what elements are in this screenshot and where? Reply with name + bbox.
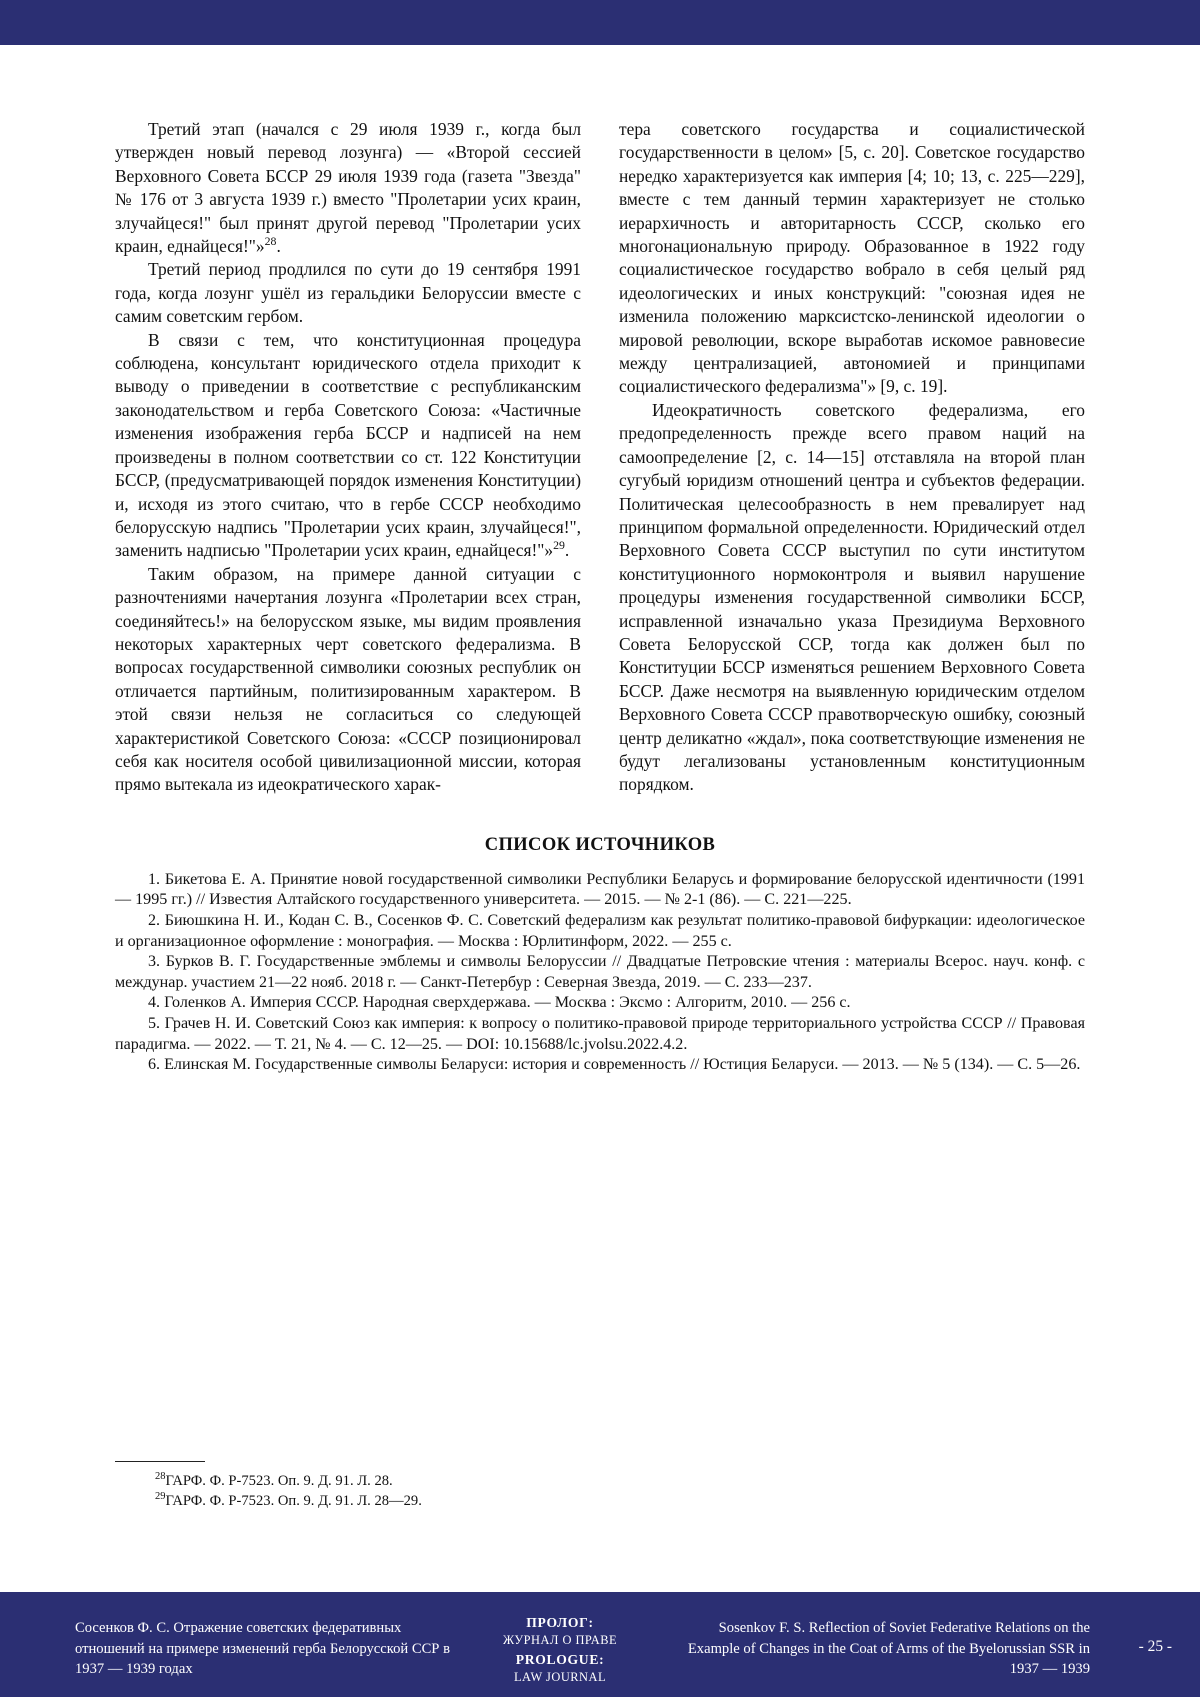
page-number: - 25 - bbox=[1138, 1638, 1172, 1655]
paragraph: Таким образом, на примере данной ситуации с разночтениями начертания лозунга «Пролетарии всех стран, соединяйтесь!» на белорусском языке, мы видим проявления некоторых характерных черт советского федерализма. В вопросах государственной символики союзных республик он отличается партийным, политизированным характером. В этой связи нельзя не согласиться со следующей характеристикой Советского Союза: «СССР позиционировал себя как носителя особой цивилизационной миссии, которая прямо вытекала из идеократического харак- bbox=[115, 563, 581, 795]
journal-subtitle-ru: ЖУРНАЛ О ПРАВЕ bbox=[502, 1633, 618, 1648]
right-column bbox=[619, 118, 1085, 797]
reference-item: 3. Бурков В. Г. Государственные эмблемы и символы Белоруссии // Двадцатые Петровские чтения : материалы Всерос. науч. конф. с междунар. участием 21—22 нояб. 2018 г. — Санкт-Петербур : Северная Звезда, 2019. — С. 233—237. bbox=[115, 953, 1085, 991]
paragraph: Идеократичность советского федерализма, его предопределенность прежде всего правом наций на самоопределение [2, с. 14—15] отставляла на второй план сугубый юридизм отношений центра и субъектов федерации. Политическая целесообразность в нем превалирует над принципом формальной определенности. Юридический отдел Верховного Совета СССР выступил по сути институтом конституционного нормоконтроля и выявил нарушение процедуры изменения государственной символики БССР, исправленной изначально указа Президиума Верховного Совета Белорусской ССР, тогда как должен был по Конституции БССР изменяться решением Верховного Совета БССР. Даже несмотря на выявленную юридическим отделом Верховного Совета СССР правотворческую ошибку, союзный центр деликатно «ждал», пока соответствующие изменения не будут легализованы установленным конституционным порядком. bbox=[619, 399, 1085, 795]
footnote-item bbox=[155, 1472, 1085, 1492]
footer-article-title-ru: Сосенков Ф. С. Отражение советских федеративных отношений на примере изменений герба Белорусской ССР в 1937 — 1939 годах bbox=[75, 1620, 450, 1678]
journal-name-en: PROLOGUE: bbox=[515, 1652, 605, 1668]
footnote-ref-28[interactable]: 28 bbox=[264, 234, 277, 249]
paragraph: Третий этап (начался с 29 июля 1939 г., когда был утвержден новый перевод лозунга) — «Второй сессией Верховного Совета БССР 29 июля 1939 года (газета "Звезда" № 176 от 3 августа 1939 г.) вместо "Пролетарии усих краин, злучайцеся!" был принят другой перевод "Пролетарии усих краин, еднайцеся!"»$^{28}$. bbox=[115, 119, 581, 257]
footnote-ref-29[interactable]: 29 bbox=[553, 538, 565, 553]
page-footer bbox=[0, 1592, 1200, 1697]
paragraph: Третий период продлился по сути до 19 сентября 1991 года, когда лозунг ушёл из геральдики Белоруссии вместе с самим советским гербом. bbox=[115, 259, 581, 327]
footnote-mark: 28 bbox=[155, 1471, 166, 1483]
journal-name-ru: ПРОЛОГ: bbox=[526, 1615, 594, 1630]
reference-item: 4. Голенков А. Империя СССР. Народная сверхдержава. — Москва : Эксмо : Алгоритм, 2010. — 256 с. bbox=[148, 994, 851, 1012]
footer-article-title-en: Sosenkov F. S. Reflection of Soviet Federative Relations on the Example of Changes in the Coat of Arms of the Byelorussian SSR in 1937 — 1939 bbox=[687, 1620, 1090, 1678]
two-column-body bbox=[115, 118, 1085, 797]
paragraph-text: Третий этап (начался с 29 июля 1939 г., когда был утвержден новый перевод лозунга) — «Второй сессией Верховного Совета БССР 29 июля 1939 года (газета "Звезда" № 176 от 3 августа 1939 г.) вместо "Пролетарии усих краин, злучайцеся!" был принят другой перевод "Пролетарии усих краин, еднайцеся!"» bbox=[115, 119, 581, 257]
footnote-text: ГАРФ. Ф. Р-7523. Оп. 9. Д. 91. Л. 28—29. bbox=[165, 1492, 422, 1509]
footnote-separator bbox=[115, 1461, 205, 1462]
footer-journal-branding bbox=[470, 1614, 650, 1686]
references-title: СПИСОК ИСТОЧНИКОВ bbox=[484, 834, 716, 855]
reference-item: 5. Грачев Н. И. Советский Союз как империя: к вопросу о политико-правовой природе территориального устройства СССР // Правовая парадигма. — 2022. — Т. 21, № 4. — С. 12—25. — DOI: 10.15688/lc.jvolsu.2022.4.2. bbox=[115, 1014, 1085, 1053]
footnote-mark: 29 bbox=[155, 1490, 166, 1502]
left-column bbox=[115, 118, 581, 797]
footnotes-block bbox=[155, 1472, 1085, 1511]
paragraph: В связи с тем, что конституционная процедура соблюдена, консультант юридического отдела приходит к выводу о приведении в соответствие с республиканским законодательством и герба Советского Союза: «Частичные изменения изображения герба БССР и надписей на нем произведены в полном соответствии со ст. 122 Конституции БССР, (предусматривающей порядок изменения Конституции) и, исходя из этого считаю, что в гербе СССР необходимо белорусскую надпись "Пролетарии усих краин, злучайцеся!", заменить надписью "Пролетарии усих краин, еднайцеся!"»$^{29}$. bbox=[115, 329, 581, 561]
top-decorative-band bbox=[0, 0, 1200, 45]
reference-item: 2. Биюшкина Н. И., Кодан С. В., Сосенков Ф. С. Советский федерализм как результат политико-правовой бифуркации: идеологическое и организационное оформление : монография. — Москва : Юрлитинформ, 2022. — 255 с. bbox=[115, 911, 1085, 950]
page-content bbox=[115, 118, 1085, 1076]
reference-item: 6. Елинская М. Государственные символы Беларуси: история и современность // Юстиция Беларуси. — 2013. — № 5 (134). — С. 5—26. bbox=[148, 1056, 1081, 1074]
journal-subtitle-en: LAW JOURNAL bbox=[513, 1670, 607, 1685]
reference-item: 1. Бикетова Е. А. Принятие новой государственной символики Республики Беларусь и формирование белорусской идентичности (1991 — 1995 гг.) // Известия Алтайского государственного университета. — 2015. — № 2-1 (86). — С. 221—225. bbox=[115, 870, 1085, 909]
references-list bbox=[115, 870, 1085, 1076]
paragraph: тера советского государства и социалистической государственности в целом» [5, с. 20]. Советское государство нередко характеризуется как империя [4; 10; 13, с. 225—229], вместе с тем данный термин характеризует не столько иерархичность и авторитарность СССР, сколько его многонациональную природу. Образованное в 1922 году социалистическое государство вобрало в себя целый ряд идеологических и иных конструкций: "союзная идея не изменила положению марксистско-ленинской идеологии о мировой революции, вскоре выработав искомое равновесие между централизацией, автономией и принципами социалистического федерализма"» [9, с. 19]. bbox=[619, 119, 1085, 397]
footnote-text: ГАРФ. Ф. Р-7523. Оп. 9. Д. 91. Л. 28. bbox=[165, 1473, 393, 1489]
paragraph-text: В связи с тем, что конституционная процедура соблюдена, консультант юридического отдела приходит к выводу о приведении в соответствие с республиканским законодательством и герба Советского Союза: «Частичные изменения изображения герба БССР и надписей на нем произведены в полном соответствии со ст. 122 Конституции БССР, (предусматривающей порядок изменения Конституции) и, исходя из этого считаю, что в гербе СССР необходимо белорусскую надпись "Пролетарии усих краин, злучайцеся!", заменить надписью "Пролетарии усих краин, еднайцеся!"» bbox=[115, 329, 581, 561]
footnote-item bbox=[155, 1492, 1085, 1512]
